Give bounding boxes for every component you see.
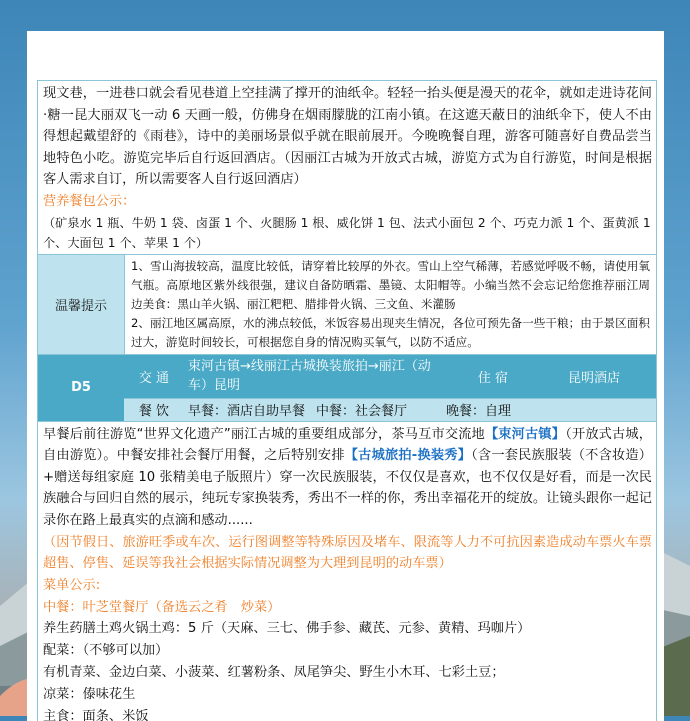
meal-label: 餐 饮 [124,400,184,419]
intro-paragraph: 现文巷，一进巷口就会看见巷道上空挂满了撑开的油纸伞。轻轻一抬头便是漫天的花伞，就如走进诗花间·糖一昆大丽双飞一动 6 天画一般，仿佛身在烟雨朦胧的江南小镇。在这遮天蔽日的油纸伞下，使人不由得想起戴望舒的《雨巷》，诗中的美丽场景似乎就在眼前展开。今晚晚餐自理，游客可随喜好自费品尝当地特色小吃。游览完毕后自行返回酒店。（因丽江古城为开放式古城，游览方式为自行游览，时间是根据客人需求自订，所以需要客人自行返回酒店） [38,81,656,191]
day-paragraph-part-a: 早餐后前往游览“世界文化遗产”丽江古城的重要组成部分，茶马互市交流地 [43,427,485,442]
day-summary-table [38,354,656,421]
day-number: D5 [38,355,124,421]
highlight-shuhe: 【束河古镇】 [485,427,565,442]
stay-value: 昆明酒店 [532,367,656,386]
train-notice: （因节假日、旅游旺季或车次、运行图调整等特殊原因及堵车、限流等人力不可抗因素造成动车票火车票超售、停售、延误等我社会根据实际情况调整为大理到昆明的动车票） [38,532,656,575]
day-paragraph-part-b: （开放式古城，自由游览）。中餐安排社会餐厅用餐，之后特别安排 [43,427,652,464]
meal-row [124,398,656,421]
lunch-text: 中餐：社会餐厅 [316,400,442,419]
highlight-costume-photo: 【古城旅拍-换装秀】 [345,448,471,463]
day-rows [124,355,656,421]
menu-side: 配菜：（不够可以加） [38,640,656,662]
menu-vegetables: 有机青菜、金边白菜、小菠菜、红薯粉条、凤尾笋尖、野生小木耳、七彩土豆； [38,662,656,684]
gift-title: 营养餐包公示： [38,191,656,213]
stay-label: 住 宿 [454,367,532,386]
dinner-text: 晚餐：自理 [442,400,656,419]
gift-list: （矿泉水 1 瓶、牛奶 1 袋、卤蛋 1 个、火腿肠 1 根、威化饼 1 包、法式小面包 2 个、巧克力派 1 个、蛋黄派 1 个、大面包 1 个、苹果 1 个） [38,213,656,254]
traffic-label: 交 通 [124,367,184,386]
breakfast-text: 早餐：酒店自助早餐 [184,400,316,419]
lunch-restaurant: 中餐：叶芝堂餐厅（备选云之肴 炒菜） [38,597,656,619]
menu-title: 菜单公示: [38,575,656,597]
itinerary-page [27,31,664,721]
tip-1: 1、雪山海拔较高，温度比较低，请穿着比较厚的外衣。雪山上空气稀薄，若感觉呼吸不畅，请使用氧气瓶。高原地区紫外线很强，建议自备防晒霜、墨镜、太阳帽等。小编当然不会忘记给您推荐丽江周边美食：黑山羊火锅、丽江粑粑、腊排骨火锅、三文鱼、米灌肠 [131,257,650,314]
traffic-row [124,355,656,398]
day-details [38,421,656,721]
tips-row [38,254,656,354]
menu-soup: 养生药膳土鸡火锅土鸡：5 斤（天麻、三七、佛手参、藏芪、元参、黄精、玛咖片） [38,618,656,640]
day-paragraph-part-c: （含一套民族服装（不含妆造）+赠送每组家庭 10 张精美电子版照片）穿一次民族服装，不仅仅是喜欢，也不仅仅是好看，而是一次民族融合与回归自然的展示，纯玩专家换装秀，秀出不一样的你，秀出幸福花开的绽放。让镜头跟你一起记录你在路上最真实的点滴和感动...... [43,448,652,528]
route-text: 束河古镇→线丽江古城换装旅拍→丽江（动车）昆明 [184,357,454,395]
tip-2: 2、丽江地区属高原，水的沸点较低，米饭容易出现夹生情况，各位可预先备一些干粮；由于景区面积过大，游览时间较长，可根据您自身的情况购买氧气，以防不适应。 [131,314,650,352]
day-paragraph [38,422,656,532]
menu-staple: 主食：面条、米饭 [38,706,656,721]
itinerary-box [37,80,657,721]
menu-cold-dish: 凉菜：傣味花生 [38,684,656,706]
tips-content [125,255,656,354]
tips-label: 温馨提示 [38,255,125,354]
